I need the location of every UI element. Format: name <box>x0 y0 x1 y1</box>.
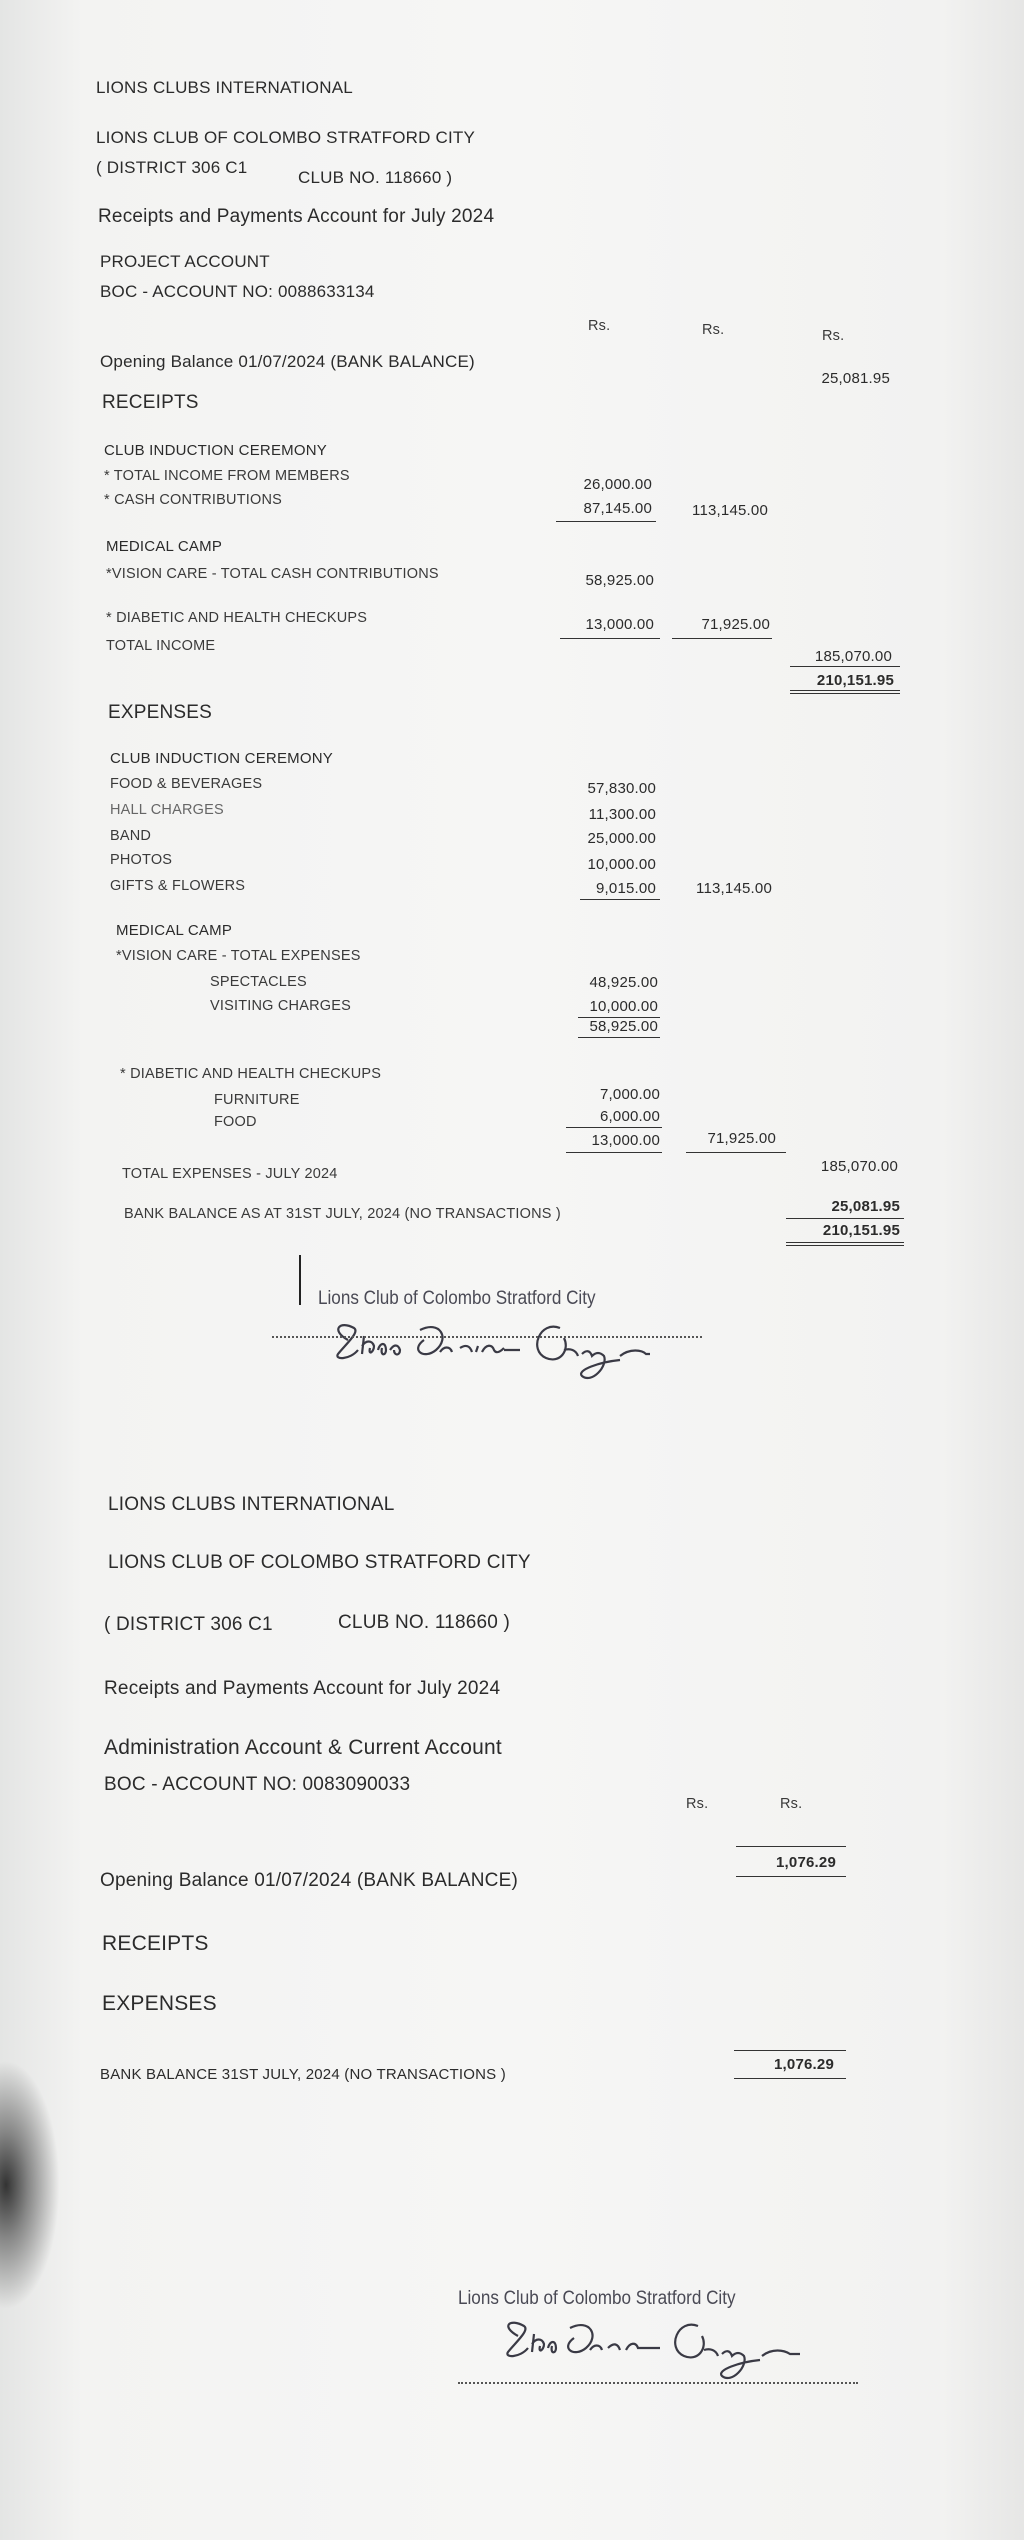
district-2: ( DISTRICT 306 C1 <box>104 1614 273 1635</box>
underline <box>686 1152 786 1153</box>
expense-item-label: PHOTOS <box>110 852 173 868</box>
furniture-label: FURNITURE <box>214 1092 300 1108</box>
expense-item-label: FOOD & BEVERAGES <box>110 776 263 792</box>
underline <box>672 638 772 639</box>
club-number-2: CLUB NO. 118660 ) <box>338 1612 511 1633</box>
medical-camp-heading: MEDICAL CAMP <box>106 538 223 555</box>
bank-balance-label-2: BANK BALANCE 31ST JULY, 2024 (NO TRANSACTIONS ) <box>100 2066 506 2083</box>
expense-item-value: 57,830.00 <box>587 780 656 797</box>
expense-item-label: HALL CHARGES <box>110 802 224 818</box>
diabetic-expenses-heading: * DIABETIC AND HEALTH CHECKUPS <box>120 1066 382 1082</box>
double-underline <box>786 1242 904 1246</box>
spectacles-label: SPECTACLES <box>210 974 307 990</box>
medical-expense-total: 71,925.00 <box>707 1130 776 1147</box>
medical-income-total: 71,925.00 <box>701 616 770 633</box>
food-value: 6,000.00 <box>600 1108 660 1125</box>
opening-balance-value-2: 1,076.29 <box>776 1854 836 1871</box>
finger-shadow <box>0 2060 60 2310</box>
spectacles-value: 48,925.00 <box>589 974 658 991</box>
induction-heading: CLUB INDUCTION CEREMONY <box>104 442 327 459</box>
paper-edge <box>299 1255 301 1305</box>
double-underline <box>790 690 900 694</box>
underline <box>566 1152 662 1153</box>
underline <box>734 2078 846 2079</box>
signature-line-2 <box>458 2382 858 2384</box>
column-header-3: Rs. <box>822 328 845 344</box>
signature-image-2 <box>490 2312 910 2392</box>
diabetic-expense-total: 13,000.00 <box>591 1132 660 1149</box>
bank-balance-label: BANK BALANCE AS AT 31ST JULY, 2024 (NO TRANSACTIONS ) <box>124 1206 561 1222</box>
column-header-2a: Rs. <box>686 1796 709 1812</box>
underline <box>736 1876 846 1877</box>
opening-balance-label-2: Opening Balance 01/07/2024 (BANK BALANCE) <box>100 1870 518 1891</box>
visiting-charges-value: 10,000.00 <box>589 998 658 1015</box>
column-header-1: Rs. <box>588 318 611 334</box>
club-name: LIONS CLUB OF COLOMBO STRATFORD CITY <box>96 128 476 147</box>
expenses-grand-total: 210,151.95 <box>822 1222 900 1239</box>
account-name-2: Administration Account & Current Account <box>104 1736 502 1759</box>
underline <box>580 899 660 900</box>
members-income-value: 26,000.00 <box>583 476 652 493</box>
underline <box>556 521 656 522</box>
diabetic-value: 13,000.00 <box>585 616 654 633</box>
vision-expenses-heading: *VISION CARE - TOTAL EXPENSES <box>116 948 361 964</box>
org-name: LIONS CLUBS INTERNATIONAL <box>96 78 353 97</box>
food-label: FOOD <box>214 1114 257 1130</box>
underline <box>734 2050 846 2051</box>
report-title-2: Receipts and Payments Account for July 2024 <box>104 1678 501 1699</box>
account-number: BOC - ACCOUNT NO: 0088633134 <box>100 282 375 301</box>
induction-expense-total: 113,145.00 <box>696 880 772 897</box>
vision-expense-total: 58,925.00 <box>589 1018 658 1035</box>
total-income-label: TOTAL INCOME <box>106 638 216 654</box>
vision-care-value: 58,925.00 <box>585 572 654 589</box>
account-name: PROJECT ACCOUNT <box>100 252 270 271</box>
furniture-value: 7,000.00 <box>600 1086 660 1103</box>
club-number: CLUB NO. 118660 ) <box>298 168 453 187</box>
expense-item-label: BAND <box>110 828 152 844</box>
account-number-2: BOC - ACCOUNT NO: 0083090033 <box>104 1774 411 1795</box>
underline <box>566 1127 662 1128</box>
receipts-heading: RECEIPTS <box>102 392 199 413</box>
signature-stamp: Lions Club of Colombo Stratford City <box>318 1288 596 1309</box>
underline <box>578 1037 660 1038</box>
underline <box>786 1218 904 1219</box>
visiting-charges-label: VISITING CHARGES <box>210 998 351 1014</box>
column-header-2: Rs. <box>702 322 725 338</box>
vision-care-label: *VISION CARE - TOTAL CASH CONTRIBUTIONS <box>106 566 439 582</box>
expense-induction-heading: CLUB INDUCTION CEREMONY <box>110 750 333 767</box>
opening-balance-value: 25,081.95 <box>821 370 890 387</box>
underline <box>790 666 900 667</box>
bank-balance-value: 25,081.95 <box>831 1198 900 1215</box>
org-name-2: LIONS CLUBS INTERNATIONAL <box>108 1494 395 1515</box>
expense-item-label: GIFTS & FLOWERS <box>110 878 246 894</box>
signature-line <box>272 1336 702 1338</box>
expenses-heading-2: EXPENSES <box>102 1992 217 2015</box>
report-title: Receipts and Payments Account for July 2024 <box>98 206 495 227</box>
total-expenses-value: 185,070.00 <box>820 1158 898 1175</box>
expense-item-value: 9,015.00 <box>596 880 656 897</box>
underline <box>560 638 660 639</box>
receipts-heading-2: RECEIPTS <box>102 1932 209 1955</box>
column-header-2b: Rs. <box>780 1796 803 1812</box>
signature-image <box>320 1310 760 1390</box>
cash-contributions-label: * CASH CONTRIBUTIONS <box>104 492 283 508</box>
expense-item-value: 10,000.00 <box>587 856 656 873</box>
opening-balance-label: Opening Balance 01/07/2024 (BANK BALANCE) <box>100 352 475 371</box>
underline <box>736 1846 846 1847</box>
diabetic-label: * DIABETIC AND HEALTH CHECKUPS <box>106 610 368 626</box>
club-name-2: LIONS CLUB OF COLOMBO STRATFORD CITY <box>108 1552 531 1573</box>
bank-balance-value-2: 1,076.29 <box>774 2056 834 2073</box>
expense-item-value: 11,300.00 <box>588 806 656 823</box>
district: ( DISTRICT 306 C1 <box>96 158 248 177</box>
cash-contributions-value: 87,145.00 <box>583 500 652 517</box>
signature-stamp-2: Lions Club of Colombo Stratford City <box>458 2288 736 2309</box>
receipts-grand-total: 210,151.95 <box>816 672 894 689</box>
total-income-value: 185,070.00 <box>814 648 892 665</box>
total-expenses-label: TOTAL EXPENSES - JULY 2024 <box>122 1166 338 1182</box>
induction-income-total: 113,145.00 <box>692 502 768 519</box>
members-income-label: * TOTAL INCOME FROM MEMBERS <box>104 468 350 484</box>
expense-medical-heading: MEDICAL CAMP <box>116 922 233 939</box>
expenses-heading: EXPENSES <box>108 702 213 723</box>
expense-item-value: 25,000.00 <box>587 830 656 847</box>
